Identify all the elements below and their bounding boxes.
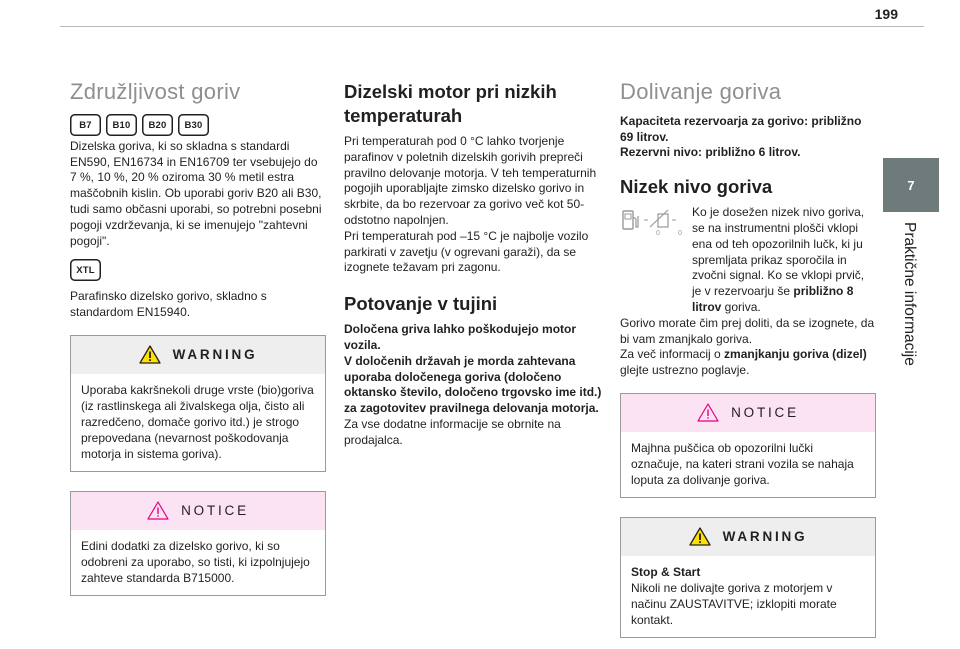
notice-header [71, 492, 325, 530]
heading-diesel-low-temperature: Dizelski motor pri nizkih temperaturah [344, 81, 557, 126]
low-fuel-text-3: Gorivo morate čim prej doliti, da se izognete, da bi vam zmanjkalo goriva. [620, 315, 875, 346]
biodiesel-description: Dizelska goriva, ki so skladna s standardi EN590, EN16734 in EN16709 ter vsebujejo do 7 %, 10 %, 20 % oziroma 30 % metil estra maščobnih kislin. Ob uporabi goriv B20 ali B30, tudi samo občasni uporabi, so potrebni posebni pogoji vzdrževanja, ki se imenujejo "zahtevni pogoji". [70, 138, 322, 248]
reserve-level: Rezervni nivo: približno 6 litrov. [620, 145, 801, 160]
xtl-description: Parafinsko dizelsko gorivo, skladno s standardom EN15940. [70, 289, 267, 320]
low-temperature-text-1: Pri temperaturah pod 0 °C lahko tvorjenje parafinov v poletnih dizelskih gorivih prepreči pravilno delovanje motorja. V teh temperaturnih pogojih uporabljajte zimsko dizelsko gorivo in skrbite, da bo rezervoar za gorivo več kot 50-odstotno napolnjen. [344, 134, 597, 227]
svg-text:0: 0 [678, 230, 682, 238]
warning-text: Uporaba kakršnekoli druge vrste (bio)goriva (iz rastlinskega ali živalskega olja, čisto ali razredčeno, domače gorivo itd.) je strogo prepovedana (nevarnost poškodovanja motorja in sistema goriva). [81, 382, 314, 461]
warning-subtitle: Stop & Start [631, 564, 701, 579]
warning-box [620, 517, 876, 638]
top-rule [60, 26, 924, 27]
low-fuel-warning-icon [620, 205, 686, 237]
warning-header [71, 336, 325, 374]
travel-text: Za vse dodatne informacije se obrnite na prodajalca. [344, 416, 561, 447]
running-out-link[interactable]: zmanjkanju goriva (dizel) [724, 347, 867, 362]
notice-triangle-icon [697, 403, 719, 422]
warning-triangle-icon [139, 345, 161, 364]
low-fuel-text-1: Ko je dosežen nizek nivo goriva, se na instrumentni plošči vklopi ena od teh opozorilnih lučk, ki ju spremljata prikaz sporočila in zvočni signal. Ko se vklopi prvič, je v rezervoarju še [692, 205, 865, 299]
travel-bold-2: V določenih državah je morda zahtevana uporaba določenega goriva (določeno oktansko število, določeno trgovsko ime itd.) za zagotovitev pravilnega delovanja motorja. [344, 353, 602, 416]
column-diesel-low-temperature [344, 80, 602, 449]
warning-title: WARNING [722, 529, 808, 545]
pump-label-b7: B7 [79, 119, 92, 131]
low-fuel-text-2: goriva. [721, 299, 761, 314]
chapter-number: 7 [907, 177, 915, 193]
notice-text: Edini dodatki za dizelsko gorivo, ki so odobreni za uporabo, so tisti, ki izpolnjujejo zahteve standarda B715000. [81, 538, 310, 585]
low-fuel-text-4 [620, 347, 876, 379]
travel-bold-1: Določena griva lahko poškodujejo motor vozila. [344, 322, 577, 352]
low-fuel-intro [620, 205, 876, 316]
warning-box [70, 335, 326, 472]
chapter-tab[interactable] [883, 158, 939, 212]
warning-title: WARNING [172, 347, 258, 363]
tank-capacity: Kapaciteta rezervoarja za gorivo: približno 69 litrov. [620, 113, 862, 144]
page-number: 199 [874, 6, 898, 22]
pump-label-b30: B30 [184, 119, 203, 131]
fuel-pump-icon [70, 259, 101, 281]
pump-label-b20: B20 [148, 119, 167, 131]
warning-triangle-icon [689, 527, 711, 546]
heading-low-fuel: Nizek nivo goriva [620, 176, 773, 198]
low-fuel-quantity: približno 8 litrov [692, 284, 854, 314]
fuel-pump-icon [106, 114, 137, 136]
xtl-pump-label [70, 259, 326, 281]
warning-body [621, 556, 875, 637]
column-fuel-compatibility [70, 80, 326, 596]
pump-label-xtl: XTL [76, 265, 95, 277]
low-temperature-text-2: Pri temperaturah pod –15 °C je najbolje vozilo parkirati v zavetju (v ogrevani garaži), da se izognete težavam pri zagonu. [344, 228, 589, 275]
warning-header [621, 518, 875, 556]
fuel-pump-icon [178, 114, 209, 136]
notice-text: Majhna puščica ob opozorilni lučki označuje, na kateri strani vozila se nahaja loputa za dolivanje goriva. [631, 440, 854, 487]
low-fuel-text-start [692, 205, 876, 316]
heading-refuelling: Dolivanje goriva [620, 79, 782, 104]
warning-text: Nikoli ne dolivajte goriva z motorjem v načinu ZAUSTAVITVE; izklopiti morate kontakt. [631, 580, 837, 627]
notice-title: NOTICE [181, 503, 249, 519]
notice-box [620, 393, 876, 498]
biodiesel-pump-labels [70, 114, 326, 136]
heading-travel-abroad: Potovanje v tujini [344, 293, 498, 315]
notice-title: NOTICE [731, 405, 799, 421]
notice-header [621, 394, 875, 432]
column-refuelling [620, 80, 876, 638]
notice-box [70, 491, 326, 596]
fuel-pump-icon [142, 114, 173, 136]
fuel-pump-icon [70, 114, 101, 136]
pump-label-b10: B10 [112, 119, 131, 131]
low-fuel-text-4a: Za več informacij o [620, 347, 725, 362]
low-fuel-text-4c: glejte ustrezno poglavje. [620, 363, 750, 378]
svg-text:0: 0 [656, 230, 660, 238]
chapter-title: Praktične informacije [901, 222, 918, 366]
notice-triangle-icon [147, 501, 169, 520]
heading-fuel-compatibility: Združljivost goriv [70, 79, 241, 104]
